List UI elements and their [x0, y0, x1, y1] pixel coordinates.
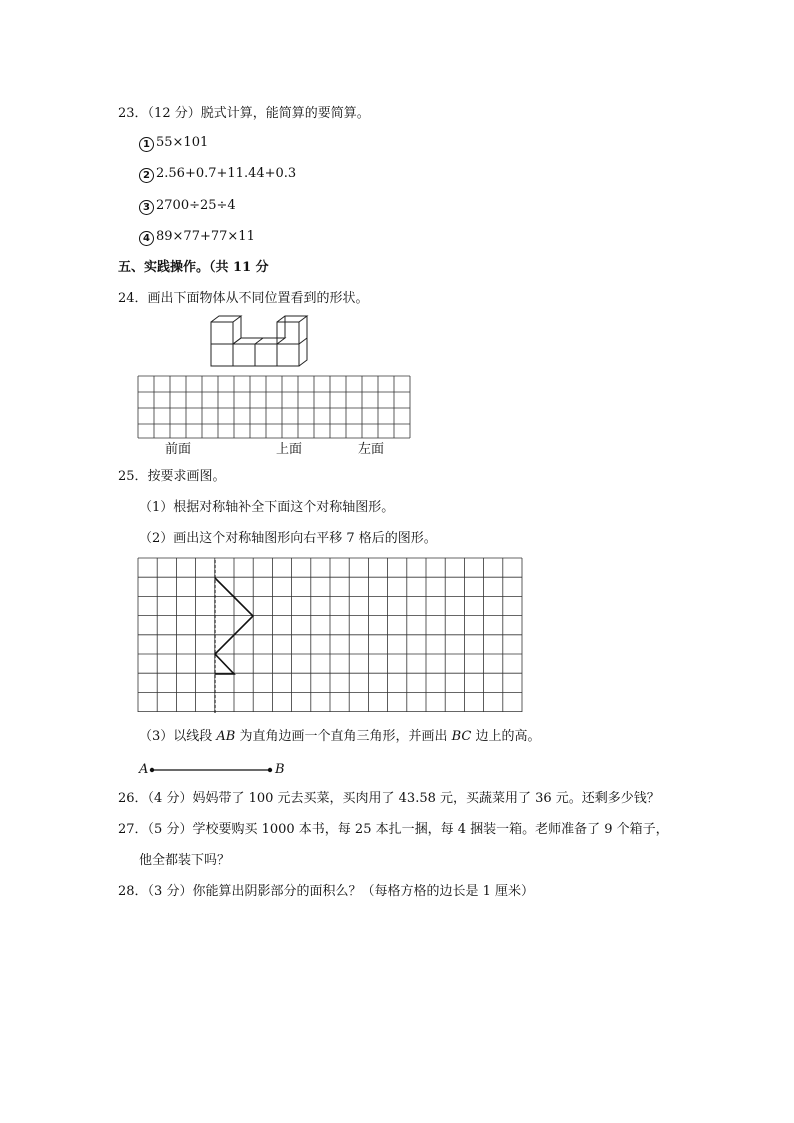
q25-sub-2: （2）画出这个对称轴图形向右平移 7 格后的图形。: [139, 531, 437, 546]
expression: 55×101: [156, 135, 209, 150]
sub3-text: 边上的高。: [471, 729, 541, 744]
q23-item-2: [139, 166, 296, 183]
sub3-text: 为直角边画一个直角三角形，并画出: [235, 729, 452, 744]
sub3-text: （3）以线段: [139, 729, 217, 744]
q25-sub-3: [139, 729, 541, 745]
item-number-badge: 2: [139, 168, 154, 183]
q24-label-left: 左面: [358, 442, 385, 457]
expression: 2.56+0.7+11.44+0.3: [156, 166, 297, 181]
point-a-label: A: [139, 762, 149, 777]
item-number-badge: 1: [139, 137, 154, 152]
q23-item-3: [139, 198, 236, 215]
q26-text: 26．（4 分）妈妈带了 100 元去买菜，买肉用了 43.58 元，买蔬菜用了 36 元。还剩多少钱？: [118, 791, 660, 806]
expression: 89×77+77×11: [156, 229, 255, 244]
q27-line-2: 他全都装下吗？: [139, 853, 231, 868]
q24-drawing-grid: [138, 376, 411, 438]
segment-ab: [150, 766, 274, 774]
segment-ab-label: AB: [216, 729, 236, 744]
q24-label-top: 上面: [276, 442, 303, 457]
q24-label-front: 前面: [165, 442, 192, 457]
q27-line-1: 27．（5 分）学校要购买 1000 本书，每 25 本扎一捆，每 4 捆装一箱。老师准备了 9 个箱子，: [118, 822, 669, 837]
cube-object-figure: [205, 312, 315, 372]
q25-title: 25．按要求画图。: [118, 469, 226, 484]
item-number-badge: 4: [139, 231, 154, 246]
segment-bc-label: BC: [451, 729, 472, 744]
expression: 2700÷25÷4: [156, 198, 236, 213]
point-b-label: B: [275, 762, 285, 777]
q23-item-4: [139, 229, 255, 246]
item-number-badge: 3: [139, 200, 154, 215]
q24-title: 24．画出下面物体从不同位置看到的形状。: [118, 291, 369, 306]
q28-text: 28．（3 分）你能算出阴影部分的面积么？（每格方格的边长是 1 厘米）: [118, 884, 534, 899]
q23-title: 23．（12 分）脱式计算，能简算的要简算。: [118, 106, 370, 121]
q25-drawing-grid: [138, 558, 522, 713]
q23-item-1: [139, 135, 208, 152]
q25-sub-1: （1）根据对称轴补全下面这个对称轴图形。: [139, 500, 395, 515]
section-5-heading: 五、实践操作。（共 11 分: [118, 260, 269, 275]
